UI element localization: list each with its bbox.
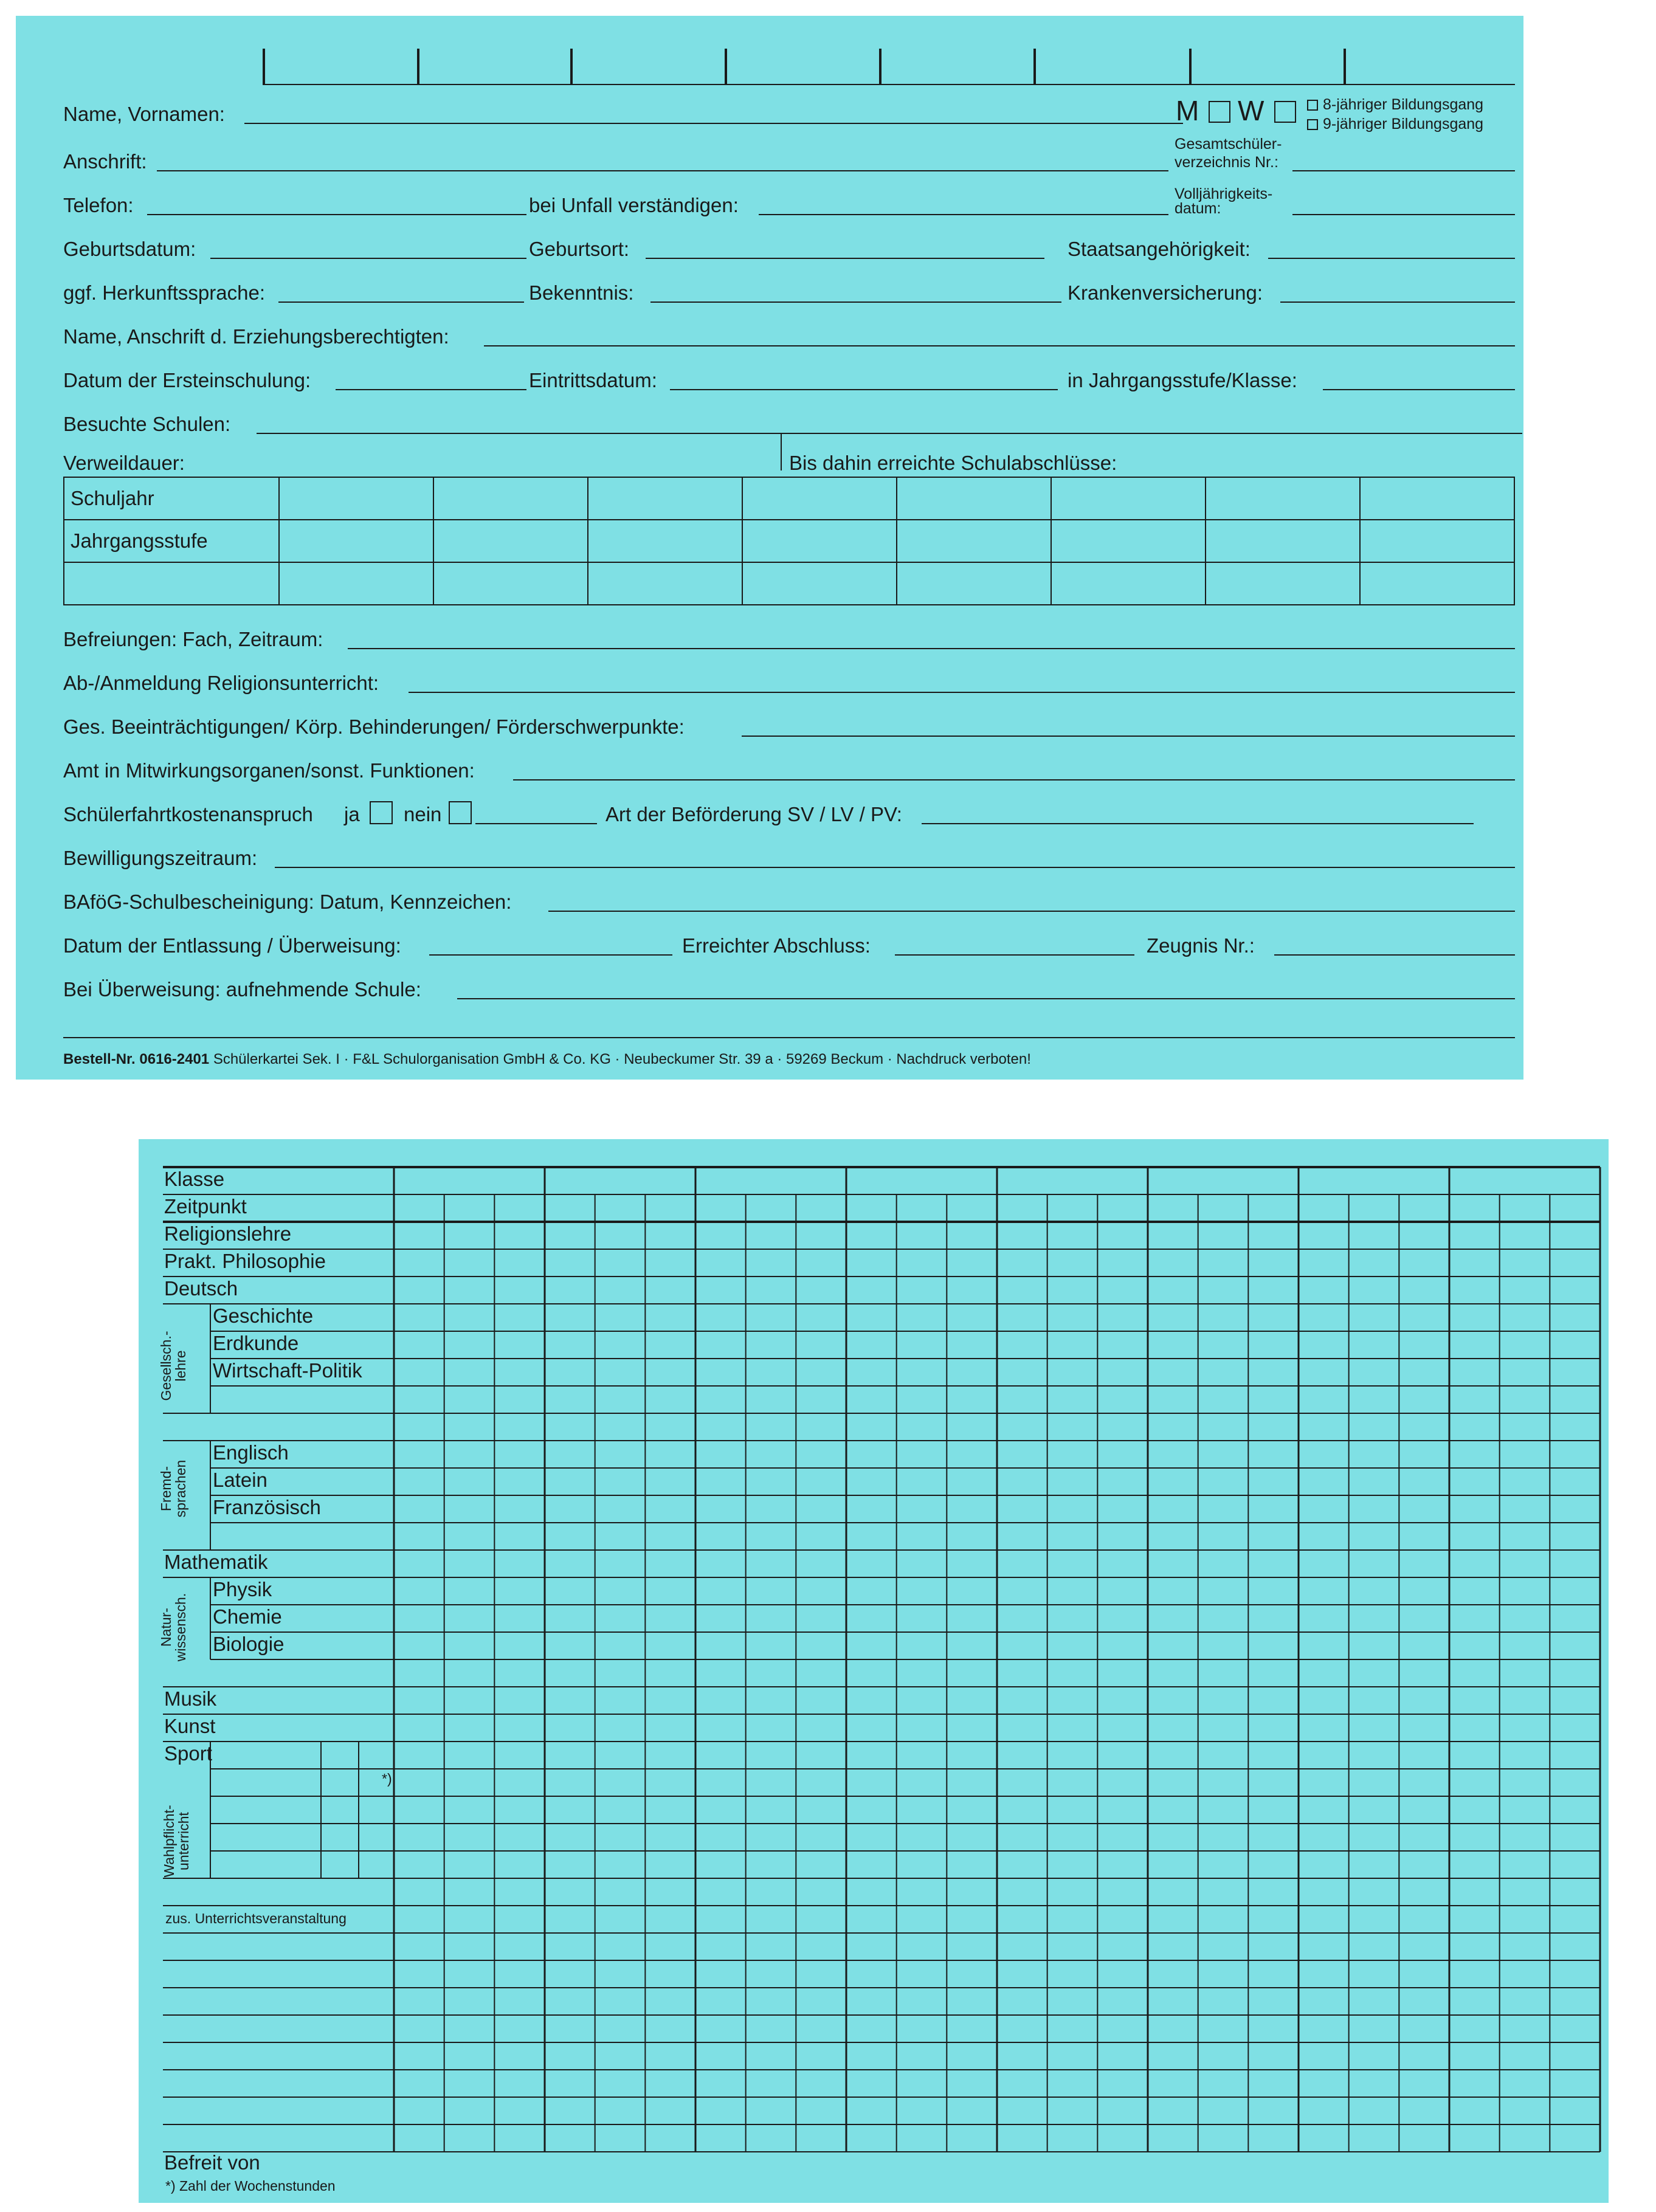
beeintraechtigung-field[interactable]: [742, 736, 1515, 737]
erziehung-field[interactable]: [484, 345, 1515, 346]
schuljahr-table: [63, 477, 1515, 605]
sport-label: Sport: [164, 1742, 212, 1765]
unfall-field[interactable]: [759, 214, 1168, 215]
fremd-group-label: Fremd- sprachen: [158, 1459, 188, 1518]
index-tab-divider: [725, 49, 727, 84]
zeugnis-label: Zeugnis Nr.:: [1147, 934, 1255, 957]
index-tab-divider: [570, 49, 573, 84]
erziehung-label: Name, Anschrift d. Erziehungsberechtigten:: [63, 325, 449, 348]
bildungsgang-8-checkbox[interactable]: [1307, 100, 1318, 111]
amt-label: Amt in Mitwirkungsorganen/sonst. Funktionen:: [63, 759, 475, 782]
nein-label: nein: [404, 803, 442, 825]
w-checkbox[interactable]: [1274, 101, 1296, 123]
table-cell[interactable]: [588, 477, 742, 520]
befreiung-label: Befreiungen: Fach, Zeitraum:: [63, 628, 323, 650]
religion-label: Ab-/Anmeldung Religionsunterricht:: [63, 672, 379, 694]
telefon-field[interactable]: [147, 214, 526, 215]
ja-checkbox[interactable]: [370, 801, 393, 824]
footnote-mark: *): [382, 1771, 392, 1786]
student-record-card-back: [139, 1139, 1609, 2203]
philosophie-label: Prakt. Philosophie: [164, 1250, 326, 1272]
jahrgangsstufe-klasse-label: in Jahrgangsstufe/Klasse:: [1068, 369, 1297, 391]
table-cell[interactable]: [1206, 520, 1360, 562]
verweil-label: Verweildauer:: [63, 452, 185, 474]
table-cell[interactable]: [1051, 520, 1206, 562]
kranken-field[interactable]: [1280, 301, 1515, 303]
index-tab-divider: [1344, 49, 1346, 84]
name-label: Name, Vornamen:: [63, 103, 225, 125]
table-cell[interactable]: [279, 520, 433, 562]
index-tab-divider: [1033, 49, 1036, 84]
gesamt-label-line1: Gesamtschüler-: [1175, 136, 1282, 153]
footnote-text: *) Zahl der Wochenstunden: [165, 2178, 336, 2194]
table-cell[interactable]: [1360, 477, 1514, 520]
table-cell[interactable]: [742, 562, 897, 605]
table-cell[interactable]: [897, 477, 1051, 520]
beeintraechtigung-label: Ges. Beeinträchtigungen/ Körp. Behinderungen/ Förderschwerpunkte:: [63, 715, 685, 738]
kranken-label: Krankenversicherung:: [1068, 281, 1263, 304]
table-cell[interactable]: [433, 562, 588, 605]
table-cell[interactable]: [1051, 477, 1206, 520]
table-cell[interactable]: [1206, 477, 1360, 520]
wahl-group-label: Wahlpflicht- unterricht: [161, 1805, 191, 1878]
besuchte-label: Besuchte Schulen:: [63, 413, 231, 435]
table-cell[interactable]: [433, 520, 588, 562]
bekenntnis-field[interactable]: [650, 301, 1061, 303]
englisch-label: Englisch: [213, 1441, 289, 1464]
entlassung-field[interactable]: [429, 954, 672, 956]
table-cell[interactable]: [1360, 520, 1514, 562]
religion-field[interactable]: [409, 692, 1515, 693]
befreiung-field[interactable]: [348, 648, 1515, 649]
geburtsdatum-field[interactable]: [210, 258, 526, 259]
table-cell[interactable]: [588, 520, 742, 562]
biologie-label: Biologie: [213, 1633, 285, 1655]
gesamt-label-line2: verzeichnis Nr.:: [1175, 154, 1278, 171]
zeugnis-field[interactable]: [1274, 954, 1515, 956]
geburtsort-field[interactable]: [646, 258, 1044, 259]
bildungsgang-9-label: 9-jähriger Bildungsgang: [1323, 115, 1484, 133]
name-field[interactable]: [244, 123, 1183, 124]
index-tab-divider: [879, 49, 881, 84]
chemie-label: Chemie: [213, 1605, 282, 1628]
telefon-label: Telefon:: [63, 194, 134, 216]
index-tab-divider: [1189, 49, 1192, 84]
bildungsgang-8-label: 8-jähriger Bildungsgang: [1323, 96, 1484, 113]
ja-label: ja: [344, 803, 360, 825]
w-label: W: [1238, 95, 1264, 126]
herkunft-label: ggf. Herkunftssprache:: [63, 281, 265, 304]
grade-grid: [139, 1139, 1609, 2203]
zeitpunkt-label: Zeitpunkt: [164, 1195, 247, 1218]
anschrift-field[interactable]: [157, 170, 1168, 171]
wirtschaft-label: Wirtschaft-Politik: [213, 1359, 362, 1382]
musik-label: Musik: [164, 1687, 217, 1710]
footer: [63, 1052, 1031, 1067]
m-label: M: [1176, 95, 1199, 126]
fahrt-label: Schülerfahrtkostenanspruch: [63, 803, 313, 825]
volljaehrig-label-line1: Volljährigkeits-: [1175, 185, 1273, 202]
table-cell[interactable]: [1206, 562, 1360, 605]
natur-group-label: Natur- wissensch.: [158, 1593, 188, 1662]
geburtsdatum-label: Geburtsdatum:: [63, 238, 196, 260]
geschichte-label: Geschichte: [213, 1304, 314, 1327]
table-cell[interactable]: [279, 477, 433, 520]
fahrt-field[interactable]: [475, 823, 597, 824]
footer-text: Schülerkartei Sek. I · F&L Schulorganisation GmbH & Co. KG · Neubeckumer Str. 39 a · 59269 Beckum · Nachdruck verboten!: [209, 1051, 1031, 1067]
mathematik-label: Mathematik: [164, 1551, 268, 1573]
table-cell[interactable]: [1360, 562, 1514, 605]
latein-label: Latein: [213, 1469, 267, 1491]
nein-checkbox[interactable]: [449, 801, 472, 824]
gesamt-field[interactable]: [1292, 170, 1515, 171]
schuljahr-label-cell: [64, 477, 279, 520]
table-cell[interactable]: [742, 520, 897, 562]
gesellschaft-group-label: Gesellsch.- lehre: [158, 1331, 188, 1401]
table-cell[interactable]: [897, 562, 1051, 605]
eintritt-label: Eintrittsdatum:: [529, 369, 657, 391]
religionslehre-label: Religionslehre: [164, 1222, 292, 1245]
amt-field[interactable]: [513, 779, 1515, 780]
erdkunde-label: Erdkunde: [213, 1332, 299, 1354]
volljaehrig-field[interactable]: [1292, 214, 1515, 215]
klasse-label: Klasse: [164, 1168, 225, 1190]
table-cell[interactable]: [742, 477, 897, 520]
table-cell[interactable]: [433, 477, 588, 520]
franzoesisch-label: Französisch: [213, 1496, 321, 1518]
m-checkbox[interactable]: [1209, 101, 1230, 123]
eintritt-field[interactable]: [670, 389, 1058, 390]
ersteinschulung-label: Datum der Ersteinschulung:: [63, 369, 311, 391]
ueberweisung-label: Bei Überweisung: aufnehmende Schule:: [63, 978, 421, 1001]
tab-baseline: [263, 84, 1515, 85]
abschluesse-label: Bis dahin erreichte Schulabschlüsse:: [789, 452, 1117, 474]
zus-label: zus. Unterrichtsveranstaltung: [165, 1911, 347, 1926]
jahrgangsstufe-label-cell: [64, 520, 279, 562]
besuchte-divider: [781, 433, 782, 470]
volljaehrig-label-line2: datum:: [1175, 200, 1221, 217]
befoerderung-label: Art der Beförderung SV / LV / PV:: [605, 803, 902, 825]
anschrift-label: Anschrift:: [63, 150, 147, 173]
abschluss-field[interactable]: [895, 954, 1134, 956]
table-cell[interactable]: [1051, 562, 1206, 605]
table-cell[interactable]: [897, 520, 1051, 562]
jahrgangsstufe-label: Jahrgangsstufe: [71, 529, 208, 552]
bafoeg-label: BAföG-Schulbescheinigung: Datum, Kennzeichen:: [63, 891, 512, 913]
staat-label: Staatsangehörigkeit:: [1068, 238, 1251, 260]
besuchte-field[interactable]: [257, 433, 1522, 434]
bekenntnis-label: Bekenntnis:: [529, 281, 634, 304]
ueberweisung-field[interactable]: [457, 998, 1515, 999]
entlassung-label: Datum der Entlassung / Überweisung:: [63, 934, 401, 957]
jahrgangsstufe-klasse-field[interactable]: [1323, 389, 1515, 390]
unfall-label: bei Unfall verständigen:: [529, 194, 739, 216]
befoerderung-field[interactable]: [922, 823, 1474, 824]
table-cell[interactable]: [279, 562, 433, 605]
bewilligung-label: Bewilligungszeitraum:: [63, 847, 258, 869]
bildungsgang-9-checkbox[interactable]: [1307, 119, 1318, 130]
extra-line[interactable]: [63, 1037, 1515, 1038]
bafoeg-field[interactable]: [548, 911, 1515, 912]
table-cell[interactable]: [588, 562, 742, 605]
table-cell[interactable]: [64, 562, 279, 605]
footer-order-number: Bestell-Nr. 0616-2401: [63, 1051, 210, 1067]
bewilligung-field[interactable]: [275, 867, 1515, 868]
student-record-card-front: [16, 16, 1523, 1080]
staat-field[interactable]: [1268, 258, 1515, 259]
index-tab-divider: [263, 49, 265, 84]
befreit-label: Befreit von: [164, 2151, 260, 2174]
abschluss-label: Erreichter Abschluss:: [682, 934, 871, 957]
ersteinschulung-field[interactable]: [336, 389, 526, 390]
geburtsort-label: Geburtsort:: [529, 238, 630, 260]
index-tab-divider: [417, 49, 419, 84]
kunst-label: Kunst: [164, 1715, 216, 1737]
schuljahr-label: Schuljahr: [71, 487, 154, 509]
physik-label: Physik: [213, 1578, 272, 1600]
deutsch-label: Deutsch: [164, 1277, 238, 1300]
herkunft-field[interactable]: [278, 301, 524, 303]
